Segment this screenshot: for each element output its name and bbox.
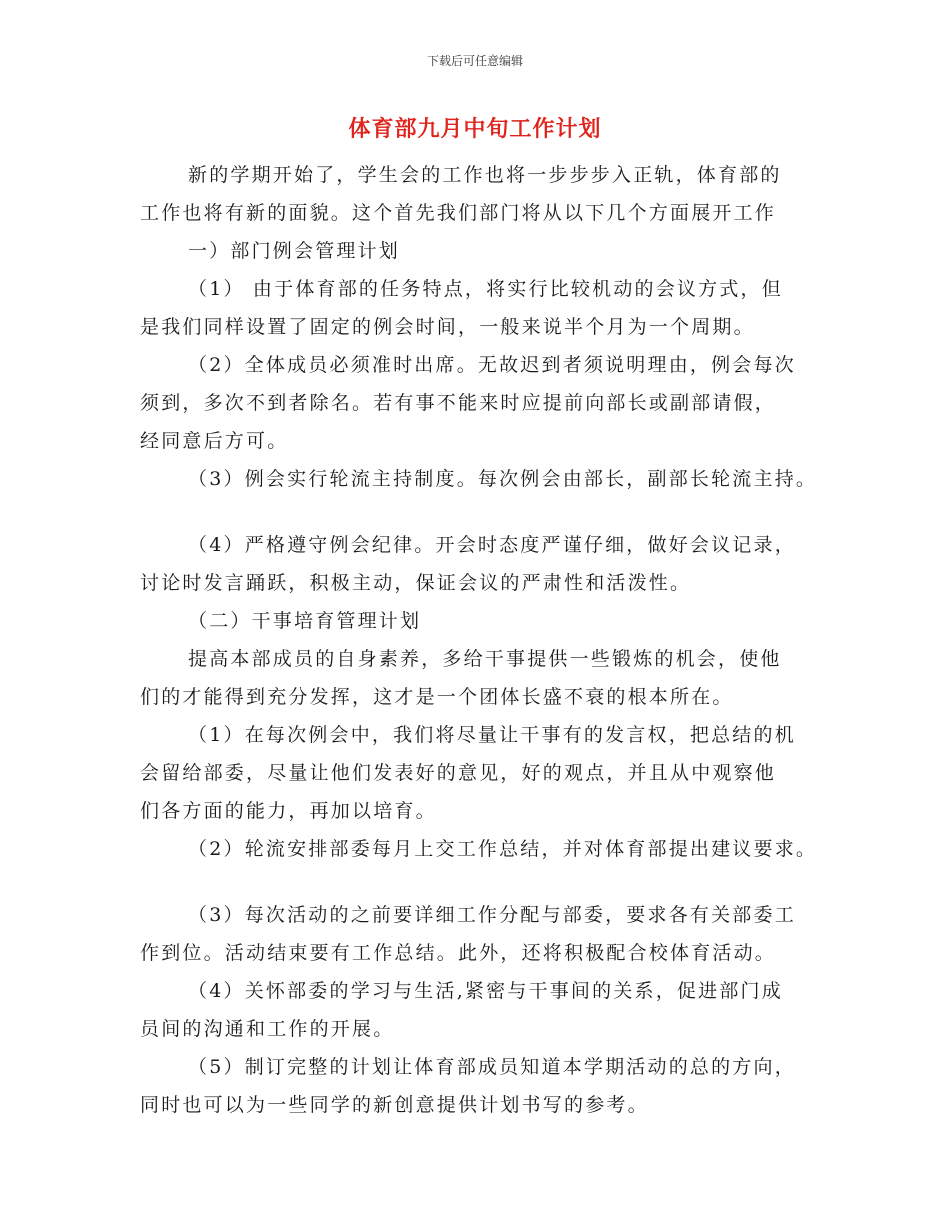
paragraph-line: 提高本部成员的自身素养，多给干事提供一些锻炼的机会，使他 <box>188 648 782 670</box>
paragraph-line: （1） 由于体育部的任务特点，将实行比较机动的会议方式，但 <box>188 278 783 300</box>
paragraph-line: 作到位。活动结束要有工作总结。此外，还将积极配合校体育活动。 <box>140 942 777 964</box>
paragraph-line: 新的学期开始了，学生会的工作也将一步步步入正轨，体育部的 <box>188 164 782 186</box>
paragraph-line: （1）在每次例会中，我们将尽量让干事有的发言权，把总结的机 <box>188 724 796 746</box>
paragraph-line: （2）轮流安排部委每月上交工作总结，并对体育部提出建议要求。 <box>188 838 818 860</box>
paragraph-line: 们各方面的能力，再加以培育。 <box>140 800 437 822</box>
paragraph-line: （5）制订完整的计划让体育部成员知道本学期活动的总的方向， <box>188 1056 796 1078</box>
section-heading: （二）干事培育管理计划 <box>188 610 422 632</box>
paragraph-line: 经同意后方可。 <box>140 430 289 452</box>
paragraph-line: 同时也可以为一些同学的新创意提供计划书写的参考。 <box>140 1094 649 1116</box>
paragraph-line: （4）严格遵守例会纪律。开会时态度严谨仔细，做好会议记录， <box>188 534 796 556</box>
paragraph-line: （2）全体成员必须准时出席。无故迟到者须说明理由，例会每次 <box>188 354 796 376</box>
paragraph-line: 讨论时发言踊跃，积极主动，保证会议的严肃性和活泼性。 <box>140 572 692 594</box>
page-header: 下载后可任意编辑 <box>426 54 523 68</box>
paragraph-line: 会留给部委，尽量让他们发表好的意见，好的观点，并且从中观察他 <box>140 762 777 784</box>
paragraph-line: 员间的沟通和工作的开展。 <box>140 1018 395 1040</box>
paragraph-line: 是我们同样设置了固定的例会时间，一般来说半个月为一个周期。 <box>140 316 755 338</box>
document-title: 体育部九月中旬工作计划 <box>348 117 602 142</box>
paragraph-line: 们的才能得到充分发挥，这才是一个团体长盛不衰的根本所在。 <box>140 686 734 708</box>
section-heading: 一）部门例会管理计划 <box>188 240 401 262</box>
paragraph-line: （4）关怀部委的学习与生活,紧密与干事间的关系，促进部门成 <box>188 980 783 1002</box>
paragraph-line: （3）每次活动的之前要详细工作分配与部委，要求各有关部委工 <box>188 904 796 926</box>
paragraph-line: （3）例会实行轮流主持制度。每次例会由部长，副部长轮流主持。 <box>188 468 818 490</box>
paragraph-line: 须到，多次不到者除名。若有事不能来时应提前向部长或副部请假， <box>140 392 777 414</box>
paragraph-line: 工作也将有新的面貌。这个首先我们部门将从以下几个方面展开工作 <box>140 202 777 224</box>
